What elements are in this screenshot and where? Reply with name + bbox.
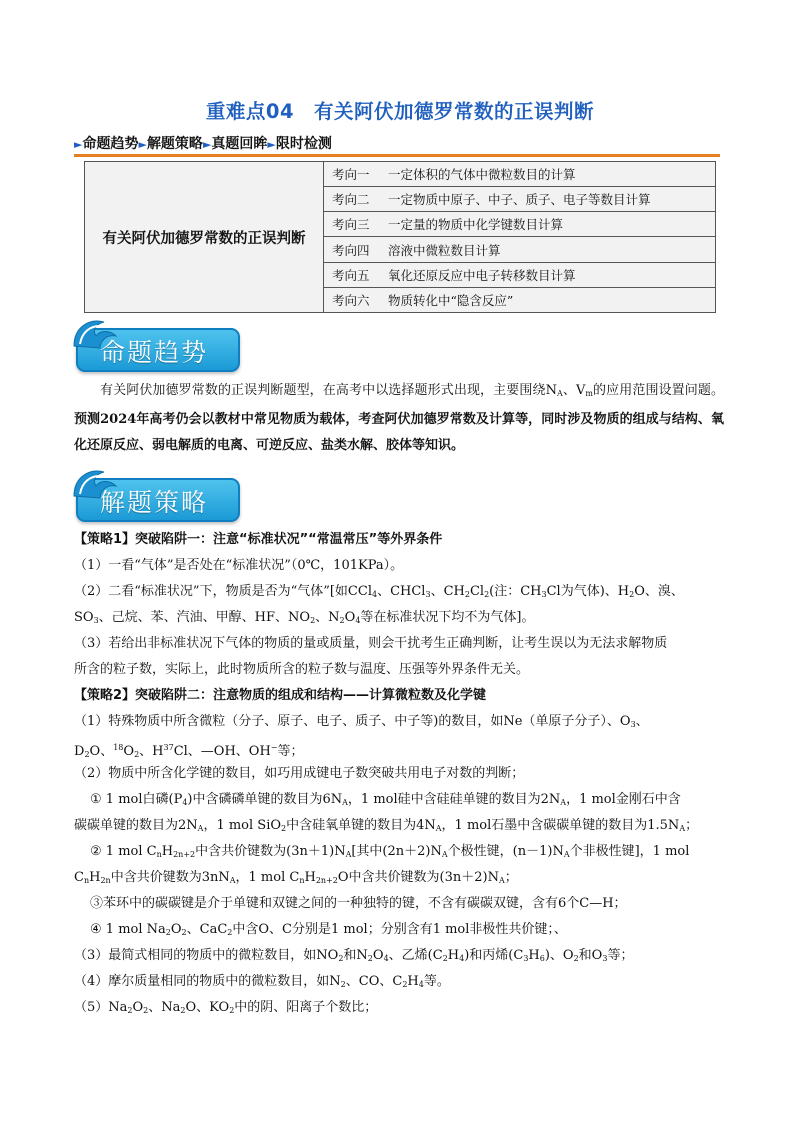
text: （5）Na xyxy=(74,1000,128,1015)
section-nav xyxy=(74,133,332,153)
direction-number: 考向三 xyxy=(332,217,370,233)
text: 、Na xyxy=(148,1000,181,1015)
text: H xyxy=(447,948,460,963)
text: 中含共价键数为(3n＋1)N xyxy=(195,844,346,859)
subscript: A xyxy=(197,824,204,833)
text: O xyxy=(132,1000,144,1015)
text: O、KO xyxy=(185,1000,230,1015)
text: C xyxy=(74,870,84,885)
subscript: A xyxy=(342,798,348,807)
subscript: 4 xyxy=(182,798,188,807)
subscript: 2 xyxy=(310,616,316,625)
overview-table xyxy=(84,161,716,313)
subscript: 2 xyxy=(402,980,408,989)
strategy1-heading: 【策略1】突破陷阱一：注意“标准状况”“常温常压”等外界条件 xyxy=(74,532,443,547)
trend-paragraph xyxy=(74,378,724,459)
triangle-right-icon: ► xyxy=(74,138,83,151)
subscript: A xyxy=(560,798,567,807)
nav-item-review[interactable]: 真题回眸 xyxy=(211,136,268,152)
subscript: 2 xyxy=(573,954,579,963)
text: 、 xyxy=(635,714,649,729)
subscript: 2 xyxy=(181,928,187,937)
bond-item-1-cont xyxy=(74,813,730,842)
text: （3）最简式相同的物质中的微粒数目，如NO xyxy=(74,948,339,963)
text: )中含磷磷单键的数目为6N xyxy=(187,792,343,807)
nav-item-strategy[interactable]: 解题策略 xyxy=(146,136,203,152)
strategy2-line xyxy=(74,943,730,972)
bond-item-4 xyxy=(90,917,746,946)
text: 、V xyxy=(562,383,586,398)
superscript: 37 xyxy=(163,743,174,752)
text: )和丙烯(C xyxy=(464,948,524,963)
direction-number: 考向四 xyxy=(332,242,370,258)
strategy-banner xyxy=(70,466,240,524)
direction-text: 一定物质中原子、中子、质子、电子等数目计算 xyxy=(388,192,651,208)
subscript: 2 xyxy=(340,980,346,989)
subscript: 6 xyxy=(539,954,545,963)
subscript: 2 xyxy=(281,824,287,833)
strategy2-heading: 【策略2】突破陷阱二：注意物质的组成和结构——计算微粒数及化学键 xyxy=(74,688,487,703)
nav-divider xyxy=(74,154,720,157)
text: 有关阿伏加德罗常数的正误判断题型，在高考中以选择题形式出现，主要围绕N xyxy=(100,383,557,398)
subscript: 3 xyxy=(523,954,529,963)
triangle-right-icon: ► xyxy=(138,138,147,151)
direction-number: 考向五 xyxy=(332,267,370,283)
text: )、O xyxy=(544,948,574,963)
bold-text: 预测2024年高考仍会以教材中常见物质为载体，考查阿伏加德罗常数及计算等，同时涉及物质的组成与结构、氧化还原反应、弱电解质的电离、可逆反应、盐类水解、胶体等知识。 xyxy=(74,412,724,453)
subscript: 2 xyxy=(464,590,470,599)
text: [其中(2n＋2)N xyxy=(351,844,442,859)
subscript: 2 xyxy=(227,928,233,937)
text: H xyxy=(304,870,316,885)
bond-item-2-cont xyxy=(74,865,730,894)
subscript: 2n+2 xyxy=(315,876,338,885)
strategy2-line xyxy=(74,969,730,998)
subscript: 2 xyxy=(338,954,344,963)
triangle-right-icon: ► xyxy=(202,138,212,151)
subscript: 2 xyxy=(484,590,490,599)
subscript: n xyxy=(299,876,305,885)
subscript: A xyxy=(229,876,236,885)
subscript: n xyxy=(83,876,90,885)
text: 的应用范围设置问题。 xyxy=(592,383,724,398)
text: 、CaC xyxy=(186,922,228,937)
text: ； xyxy=(685,818,699,833)
text: 、己烷、苯、汽油、甲醇、HF、NO xyxy=(98,610,311,625)
text: ，1 mol C xyxy=(235,870,300,885)
text: H xyxy=(89,870,101,885)
strategy1-line xyxy=(74,579,730,608)
direction-number: 考向一 xyxy=(332,167,370,183)
strategy1-line: （3）若给出非标准状况下气体的物质的量或质量，则会干扰考生正确判断，让考生误以为无法求解物质 xyxy=(74,636,668,651)
direction-text: 一定量的物质中化学键数目计算 xyxy=(388,217,564,233)
text: H xyxy=(528,948,540,963)
page-title: 重难点04 有关阿伏加德罗常数的正误判断 xyxy=(205,100,595,123)
text: 中的阴、阳离子个数比； xyxy=(234,1000,378,1015)
text: Cl为气体)、H xyxy=(546,584,630,599)
subscript: A xyxy=(345,850,352,859)
text: （4）摩尔质量相同的物质中的微粒数目，如N xyxy=(74,974,341,989)
subscript: 2 xyxy=(127,1006,133,1015)
text: ④ 1 mol Na xyxy=(90,922,166,937)
text: 和N xyxy=(343,948,368,963)
strategy2-line: （2）物质中所含化学键的数目，如巧用成键电子数突破共用电子对数的判断； xyxy=(74,766,525,781)
strategy1-line: （1）一看“气体”是否处在“标准状况”（0℃，101KPa）。 xyxy=(74,558,404,573)
subscript: 2n xyxy=(100,876,111,885)
strategy1-line: 所含的粒子数，实际上，此时物质所含的粒子数与温度、压强等外界条件无关。 xyxy=(74,662,530,677)
text: 中含共价键数为3nN xyxy=(110,870,230,885)
text: （2）二看“标准状况”下，物质是否为“气体”[如CCl xyxy=(74,584,372,599)
superscript: 18 xyxy=(113,743,124,752)
topic-cell: 有关阿伏加德罗常数的正误判断 xyxy=(85,162,324,313)
text: ② 1 mol C xyxy=(90,844,157,859)
text: O xyxy=(170,922,182,937)
direction-cell xyxy=(324,162,716,187)
trend-banner xyxy=(70,316,240,374)
text: 、N xyxy=(315,610,340,625)
subscript: A xyxy=(563,850,570,859)
subscript: A xyxy=(498,876,505,885)
direction-text: 一定体积的气体中微粒数目的计算 xyxy=(388,167,576,183)
direction-cell xyxy=(324,262,716,287)
text: 碳碳单键的数目为2N xyxy=(74,818,198,833)
text: H xyxy=(407,974,419,989)
subscript: 2 xyxy=(339,616,345,625)
triangle-right-icon: ► xyxy=(267,138,276,151)
subscript: 3 xyxy=(425,590,431,599)
subscript: 3 xyxy=(541,590,547,599)
subscript: n xyxy=(156,850,162,859)
text: 、乙烯(C xyxy=(388,948,443,963)
subscript: A xyxy=(556,389,563,398)
bond-item-1 xyxy=(90,787,746,816)
banner-label: 解题策略 xyxy=(100,488,209,517)
bond-item-2 xyxy=(90,839,746,868)
text: D xyxy=(74,744,85,759)
text: 中含硅氧单键的数目为4N xyxy=(286,818,436,833)
subscript: 2 xyxy=(229,1006,235,1015)
direction-number: 考向二 xyxy=(332,192,370,208)
subscript: 4 xyxy=(371,590,378,599)
subscript: 4 xyxy=(459,954,465,963)
direction-cell xyxy=(324,187,716,212)
subscript: A xyxy=(435,824,442,833)
direction-number: 考向六 xyxy=(332,292,370,308)
text: ； xyxy=(504,870,518,885)
strategy2-line xyxy=(74,709,730,738)
subscript: 4 xyxy=(355,616,361,625)
text: O、 xyxy=(89,744,114,759)
direction-text: 溶液中微粒数目计算 xyxy=(388,242,501,258)
text: SO xyxy=(74,610,94,625)
direction-cell xyxy=(324,287,716,312)
text: H xyxy=(161,844,174,859)
text: Cl xyxy=(469,584,485,599)
text: ① 1 mol白磷(P xyxy=(90,792,183,807)
subscript: 2 xyxy=(143,1006,149,1015)
subscript: 2 xyxy=(84,750,90,759)
nav-item-trend[interactable]: 命题趋势 xyxy=(82,136,139,152)
subscript: A xyxy=(441,850,448,859)
text: O中含共价键数为(3n＋2)N xyxy=(337,870,499,885)
text: 等。 xyxy=(423,974,450,989)
text: 、CH xyxy=(430,584,465,599)
subscript: 2n+2 xyxy=(173,850,196,859)
text: ，1 mol硅中含硅硅单键的数目为2N xyxy=(347,792,561,807)
text: 个非极性键]，1 mol xyxy=(569,844,690,859)
bond-item-3: ③苯环中的碳碳键是介于单键和双键之间的一种独特的键，不含有碳碳双键，含有6个C—H； xyxy=(90,896,627,911)
direction-text: 物质转化中“隐含反应” xyxy=(388,292,514,308)
subscript: 2 xyxy=(134,750,140,759)
text: 、CO、C xyxy=(345,974,403,989)
subscript: 3 xyxy=(630,720,636,729)
banner-label: 命题趋势 xyxy=(100,338,209,367)
direction-cell xyxy=(324,237,716,262)
text: 等； xyxy=(277,744,304,759)
subscript: 2 xyxy=(180,1006,186,1015)
text: ，1 mol SiO xyxy=(203,818,282,833)
text: Cl、—OH、OH xyxy=(173,744,271,759)
subscript: 4 xyxy=(418,980,424,989)
table-row xyxy=(85,162,716,187)
subscript: m xyxy=(585,389,593,398)
subscript: 3 xyxy=(602,954,608,963)
text: ，1 mol石墨中含碳碳单键的数目为1.5N xyxy=(441,818,680,833)
subscript: A xyxy=(679,824,686,833)
text: 、H xyxy=(139,744,164,759)
direction-text: 氧化还原反应中电子转移数目计算 xyxy=(388,267,576,283)
text: 个极性键，(n－1)N xyxy=(447,844,564,859)
text: 、CHCl xyxy=(377,584,426,599)
text: O、溴、 xyxy=(634,584,684,599)
subscript: 2 xyxy=(442,954,448,963)
strategy2-line xyxy=(74,995,730,1024)
text: 和O xyxy=(578,948,603,963)
subscript: 2 xyxy=(367,954,373,963)
text: O xyxy=(123,744,135,759)
subscript: 2 xyxy=(629,590,635,599)
text: O xyxy=(344,610,356,625)
text: 中含O、C分别是1 mol；分别含有1 mol非极性共价键；、 xyxy=(232,922,567,937)
superscript: − xyxy=(270,743,278,752)
subscript: 4 xyxy=(383,954,389,963)
text: (注：CH xyxy=(489,584,542,599)
text: 等在标准状况下均不为气体]。 xyxy=(360,610,535,625)
subscript: 2 xyxy=(165,928,171,937)
text: O xyxy=(372,948,384,963)
direction-cell xyxy=(324,212,716,237)
text: （1）特殊物质中所含微粒（分子、原子、电子、质子、中子等)的数目，如Ne（单原子分子）、O xyxy=(74,714,631,729)
nav-item-test[interactable]: 限时检测 xyxy=(275,136,332,152)
subscript: 3 xyxy=(93,616,99,625)
text: 等； xyxy=(607,948,634,963)
text: ，1 mol金刚石中含 xyxy=(566,792,681,807)
strategy1-line xyxy=(74,605,730,634)
